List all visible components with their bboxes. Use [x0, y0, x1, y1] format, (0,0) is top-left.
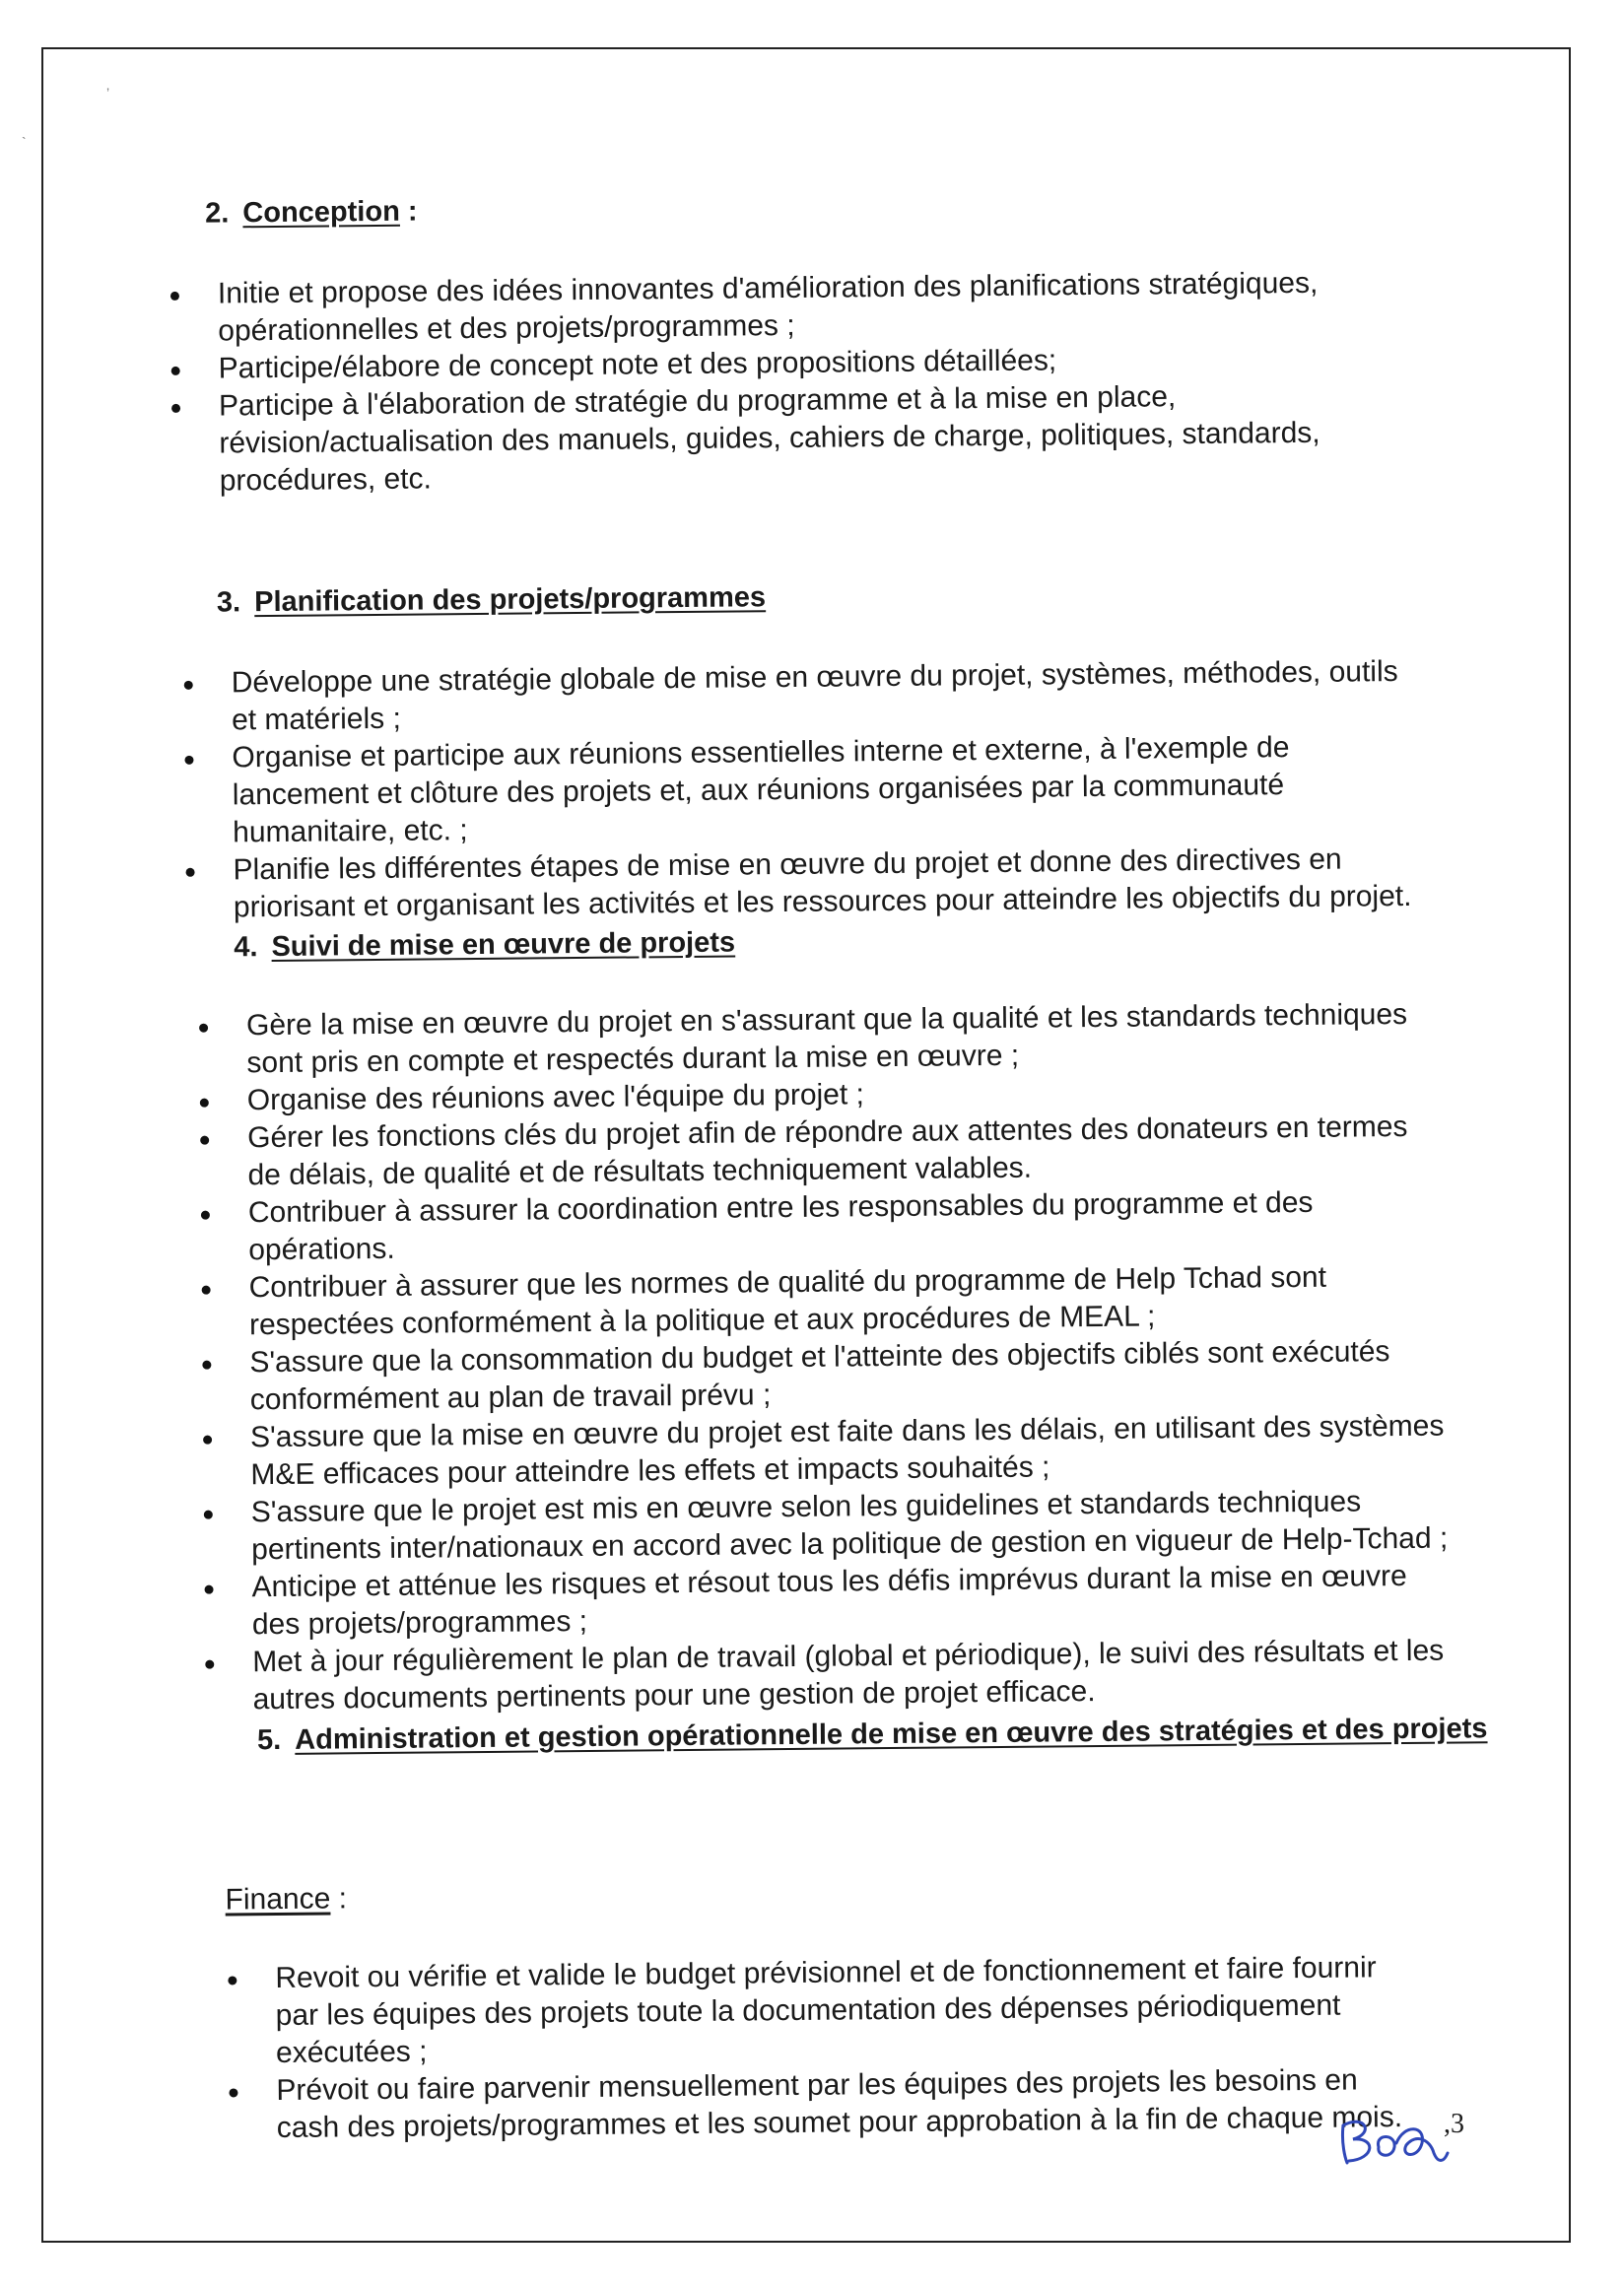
list-item	[222, 1949, 1425, 2073]
bullet-dot	[170, 292, 179, 301]
section-title-suffix: :	[399, 195, 418, 228]
bullet-dot	[202, 1286, 211, 1295]
list-item	[165, 264, 1417, 351]
list-item	[196, 1333, 1449, 1420]
list-item-text: Participe à l'élaboration de stratégie du programme et à la mise en place, révision/actualisation des manuels, guides, cahiers de charge, politiques, standards, procédures, etc.	[218, 380, 1320, 498]
list-item-text: S'assure que la consommation du budget et l'atteinte des objectifs ciblés sont exécutés conformément au plan de travail prévu ;	[249, 1335, 1390, 1417]
list-item	[193, 996, 1446, 1083]
bullet-dot	[184, 756, 193, 765]
list-item	[179, 841, 1432, 927]
bullet-dot	[171, 367, 180, 375]
list-item	[195, 1258, 1448, 1345]
bullet-dot	[228, 1976, 237, 1985]
suivi-list	[193, 996, 1452, 1719]
bullet-dot	[202, 1361, 211, 1370]
list-item-text: Revoit ou vérifie et valide le budget prévisionnel et de fonctionnement et faire fournir par les équipes des projets toute la documentation des dépenses périodiquement exécutées ;	[275, 1951, 1377, 2070]
list-item-text: Organise des réunions avec l'équipe du projet ;	[246, 1078, 865, 1117]
list-item-text: Initie et propose des idées innovantes d'amélioration des planifications stratégiques, opérationnelles et des projets/programmes ;	[217, 266, 1319, 348]
list-item	[166, 376, 1418, 501]
list-item-text: Anticipe et atténue les risques et résout tous les défis imprévus durant la mise en œuvre des projets/programmes ;	[251, 1559, 1407, 1642]
list-item-text: Met à jour régulièrement le plan de travail (global et périodique), le suivi des résultats et les autres documents pertinents pour une gestion de projet efficace.	[252, 1634, 1445, 1717]
section-number: 4.	[234, 931, 258, 964]
list-item-text: Contribuer à assurer que les normes de qualité du programme de Help Tchad sont respectées conformément à la politique et aux procédures de MEAL ;	[248, 1260, 1327, 1342]
section-number: 2.	[205, 197, 230, 230]
list-item-text: Développe une stratégie globale de mise en œuvre du projet, systèmes, méthodes, outils et matériels ;	[231, 655, 1398, 737]
bullet-dot	[200, 1136, 209, 1145]
planification-list	[178, 653, 1432, 927]
list-item-text: Prévoit ou faire parvenir mensuellement par les équipes des projets les besoins en cash des projets/programmes et les soumet pour approbation à la fin de chaque mois.	[276, 2063, 1403, 2145]
scan-speck: ’	[106, 85, 110, 101]
list-item	[178, 728, 1431, 852]
list-item	[198, 1483, 1451, 1570]
bullet-dot	[184, 681, 193, 690]
bullet-dot	[201, 1211, 210, 1220]
section-title: Planification des projets/programmes	[253, 581, 767, 619]
finance-label-suffix: :	[330, 1882, 348, 1916]
bullet-dot	[200, 1099, 209, 1108]
list-item	[197, 1408, 1450, 1495]
list-item-text: Gérer les fonctions clés du projet afin de répondre aux attentes des donateurs en termes de délais, de qualité et de résultats techniquement valables.	[247, 1110, 1408, 1192]
conception-list	[165, 264, 1418, 501]
bullet-dot	[171, 404, 180, 413]
list-item	[198, 1558, 1451, 1645]
list-item	[178, 653, 1431, 740]
list-item-text: Planifie les différentes étapes de mise en œuvre du projet et donne des directives en priorisant et organisant les activités et les ressources pour atteindre les objectifs du projet.	[233, 842, 1412, 924]
list-item-text: Contribuer à assurer la coordination entre les responsables du programme et des opérations.	[247, 1185, 1314, 1267]
bullet-dot	[204, 1511, 213, 1519]
list-item-text: S'assure que le projet est mis en œuvre selon les guidelines et standards techniques pertinents inter/nationaux en accord avec la politique de gestion en vigueur de Help-Tchad ;	[250, 1485, 1449, 1567]
list-item-text: Participe/élabore de concept note et des propositions détaillées;	[218, 344, 1057, 385]
list-item-text: Gère la mise en œuvre du projet en s'assurant que la qualité et les standards techniques sont pris en compte et respectés durant la mise en œuvre ;	[245, 997, 1408, 1080]
list-item	[194, 1109, 1447, 1195]
bullet-dot	[186, 868, 195, 877]
finance-list	[222, 1949, 1426, 2148]
bullet-dot	[205, 1660, 214, 1669]
finance-heading	[225, 1876, 816, 1919]
signature-initials	[1335, 2104, 1493, 2173]
section-title: Conception	[242, 195, 400, 230]
bullet-dot	[199, 1024, 208, 1033]
section-title: Administration et gestion opérationnelle de mise en œuvre des stratégies et des projets	[295, 1713, 1488, 1756]
section-number: 3.	[216, 586, 241, 619]
finance-label: Finance	[225, 1882, 331, 1917]
bullet-dot	[203, 1436, 212, 1445]
list-item	[195, 1183, 1448, 1270]
bullet-dot	[205, 1585, 214, 1594]
section-number: 5.	[256, 1723, 282, 1757]
page-number: ,3	[1444, 2109, 1464, 2139]
list-item	[199, 1633, 1452, 1719]
list-item-text: Organise et participe aux réunions essentielles interne et externe, à l'exemple de lancement et clôture des projets et, aux réunions organisées par la communauté humanitaire, etc. ;	[232, 731, 1290, 849]
list-item	[223, 2061, 1426, 2148]
section-title: Suivi de mise en œuvre de projets	[271, 926, 736, 964]
scan-speck: `	[22, 134, 27, 150]
bullet-dot	[229, 2088, 237, 2097]
list-item-text: S'assure que la mise en œuvre du projet est faite dans les délais, en utilisant des systèmes M&E efficaces pour atteindre les effets et impacts souhaités ;	[249, 1409, 1445, 1492]
